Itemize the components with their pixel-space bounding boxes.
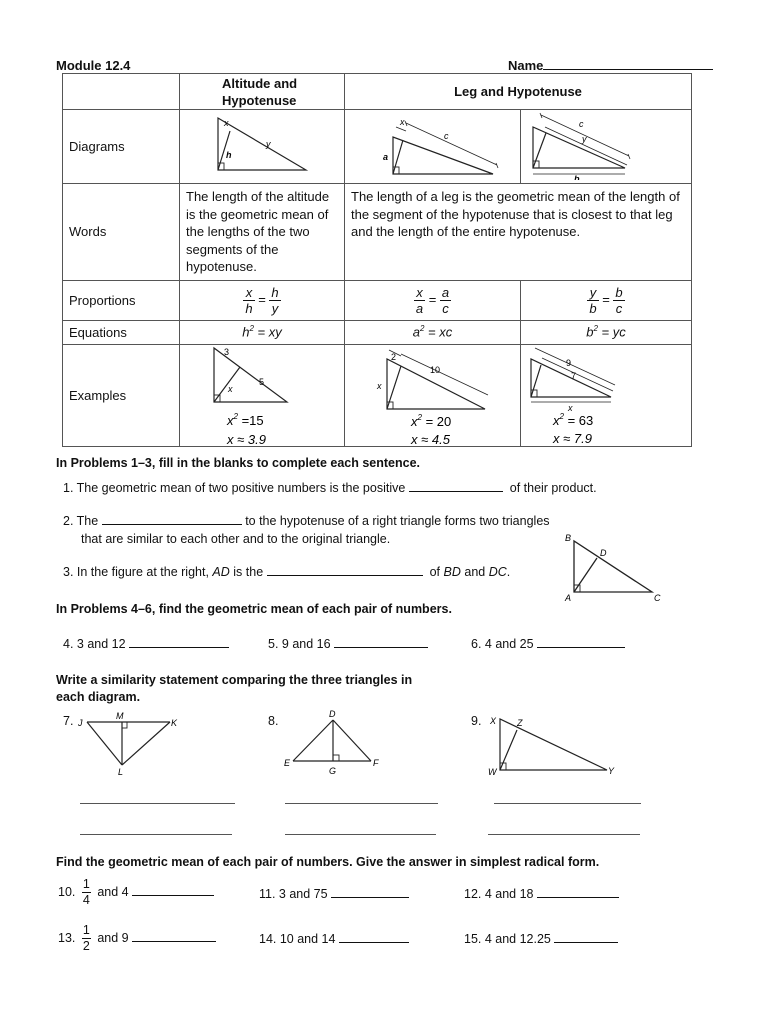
example-3-eq2: x ≈ 7.9 [553,431,592,445]
diagram-leg-a [345,110,521,184]
example-1-eq1: $x^2 =15$ [227,412,264,428]
label-h: h [226,150,232,160]
example-2 [345,344,521,446]
label-9: 9 [566,358,572,368]
label-5: 5 [259,377,265,387]
svg-text:F: F [373,758,379,768]
svg-text:G: G [329,766,337,776]
label-c: c [579,119,584,129]
row-label-equations: Equations [63,320,180,344]
label-c: c [444,131,449,141]
label-7: 7 [571,371,577,381]
label-b: b [574,174,580,180]
question-14: 14. 10 and 14 [259,932,409,946]
svg-text:Z: Z [517,718,523,728]
question-4: 4. 3 and 12 [63,637,229,651]
q14-answer-blank[interactable] [339,942,409,943]
label-2: 2 [391,352,397,362]
figure-degf [283,708,383,780]
row-label-diagrams: Diagrams [63,110,180,184]
svg-text:W: W [488,767,497,777]
question-1: 1. The geometric mean of two positive numbers is the positive of their product. [63,481,597,495]
example-2-eq1: $x^2 = 20$ [411,413,452,429]
section1-title: In Problems 1–3, fill in the blanks to complete each sentence. [56,456,421,470]
q15-answer-blank[interactable] [554,942,618,943]
module-title: Module 12.4 [56,58,131,73]
svg-text:E: E [284,758,291,768]
altitude-hypotenuse-header: Altitude and Hypotenuse [180,74,345,110]
q13-answer-blank[interactable] [132,941,216,942]
leg-hypotenuse-header: Leg and Hypotenuse [345,74,692,110]
question-9: 9. [471,714,482,728]
q12-answer-blank[interactable] [537,897,619,898]
figure-xzwy [486,708,622,780]
q8-answer-line-2[interactable] [285,834,436,835]
words-leg: The length of a leg is the geometric mean of the length of the segment of the hypotenuse that is closest to that leg and the length of the entire hypotenuse. [345,184,692,281]
example-2-eq2: x ≈ 4.5 [411,432,450,445]
name-field[interactable] [543,69,713,70]
svg-text:M: M [116,711,124,721]
svg-text:Y: Y [608,766,615,776]
label-10: 10 [430,365,441,375]
question-6: 6. 4 and 25 [471,637,625,651]
question-8: 8. [268,714,279,728]
question-12: 12. 4 and 18 [464,887,619,901]
q9-answer-line-2[interactable] [488,834,640,835]
proportion-1: $\frac{x}{h}$ = $\frac{h}{y}$ [180,280,345,320]
svg-text:C: C [654,593,661,603]
label-a: a [383,152,389,162]
question-2-line2: that are similar to each other and to the original triangle. [81,532,391,546]
svg-text:B: B [565,533,572,543]
summary-table [62,73,692,447]
section3-title-line2: each diagram. [56,690,141,704]
svg-text:K: K [171,718,178,728]
row-label-words: Words [63,184,180,281]
q3-answer-blank[interactable] [267,575,423,576]
equation-3: $b^2$ = yc [521,320,692,344]
words-altitude: The length of the altitude is the geometric mean of the lengths of the two segments of the hypotenuse. [180,184,345,281]
equation-2: $a^2$ = xc [345,320,521,344]
header-empty-cell [63,74,180,110]
q2-answer-blank[interactable] [102,524,242,525]
q7-answer-line-1[interactable] [80,803,235,804]
svg-text:A: A [565,593,572,603]
proportion-2: $\frac{x}{a}$ = $\frac{a}{c}$ [345,280,521,320]
row-label-proportions: Proportions [63,280,180,320]
section2-title: In Problems 4–6, find the geometric mean of each pair of numbers. [56,602,452,616]
row-label-examples: Examples [63,344,180,446]
q8-answer-line-1[interactable] [285,803,438,804]
figure-bdac [560,530,670,605]
diagram-altitude [180,110,345,184]
question-5: 5. 9 and 16 [268,637,428,651]
q1-answer-blank[interactable] [409,491,503,492]
section4-title: Find the geometric mean of each pair of numbers. Give the answer in simplest radical form. [56,855,600,869]
q9-answer-line-1[interactable] [494,803,641,804]
svg-text:D: D [600,548,607,558]
question-7: 7. [63,714,74,728]
question-2: 2. The to the hypotenuse of a right triangle forms two triangles [63,514,550,528]
label-y: y [266,139,271,149]
svg-text:X: X [490,716,497,726]
q4-answer-blank[interactable] [129,647,229,648]
label-y: y [582,134,587,144]
figure-jmkl [78,708,184,780]
label-x: x [377,381,382,391]
question-15: 15. 4 and 12.25 [464,932,618,946]
question-10: 10. $\frac{1}{4}$ and 4 [58,877,214,908]
label-x: x [568,403,573,413]
proportion-3: $\frac{y}{b}$ = $\frac{b}{c}$ [521,280,692,320]
question-13: 13. $\frac{1}{2}$ and 9 [58,923,216,954]
label-x: x [400,117,405,127]
svg-text:J: J [78,718,83,728]
q7-answer-line-2[interactable] [80,834,232,835]
question-11: 11. 3 and 75 [259,887,409,901]
q10-answer-blank[interactable] [132,895,214,896]
label-x: x [228,384,233,394]
equation-1: $h^2$ = xy [180,320,345,344]
q5-answer-blank[interactable] [334,647,428,648]
example-3-eq1: $x^2 = 63$ [553,412,594,428]
svg-text:L: L [118,767,124,777]
example-3 [521,344,692,446]
example-1-eq2: x ≈ 3.9 [227,432,266,445]
q11-answer-blank[interactable] [331,897,409,898]
name-label: Name [508,58,713,73]
example-1 [180,344,345,446]
question-3: 3. In the figure at the right, AD is the of BD and DC. [63,565,511,579]
diagram-leg-b [521,110,692,184]
label-x: x [224,118,229,128]
section3-title-line1: Write a similarity statement comparing the three triangles in [56,673,413,687]
q6-answer-blank[interactable] [537,647,625,648]
svg-text:D: D [329,709,336,719]
label-3: 3 [224,347,230,357]
